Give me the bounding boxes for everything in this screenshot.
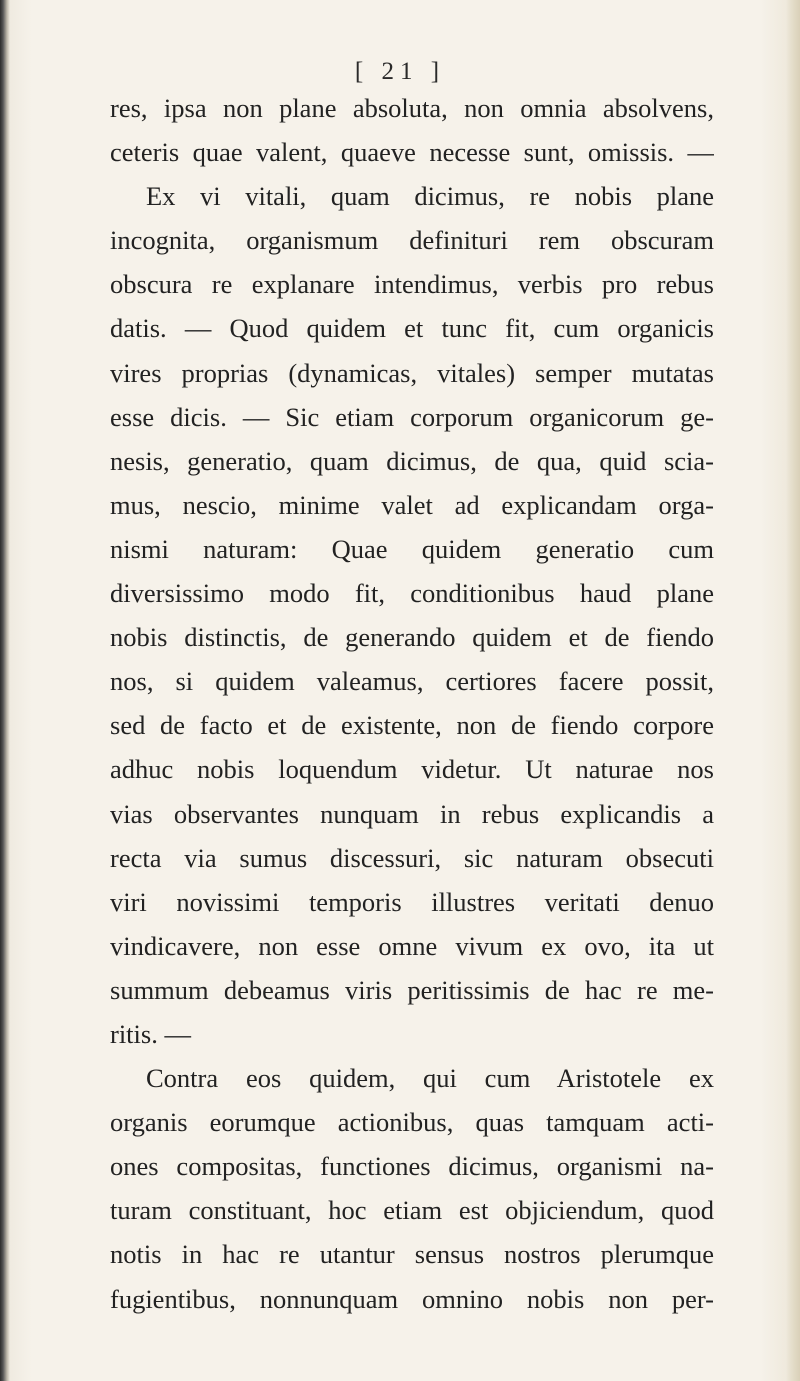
- page-number: [ 21 ]: [354, 58, 446, 85]
- text-line: turam constituant, hoc etiam est objiciendum, quod: [110, 1195, 714, 1226]
- text-line: diversissimo modo fit, conditionibus haud plane: [110, 578, 714, 609]
- text-line: nesis, generatio, quam dicimus, de qua, quid scia-: [110, 445, 714, 476]
- text-line: mus, nescio, minime valet ad explicandam orga-: [110, 489, 714, 520]
- text-line: vires proprias (dynamicas, vitales) semper mutatas: [110, 357, 714, 388]
- text-line: nos, si quidem valeamus, certiores facere possit,: [110, 666, 714, 697]
- page-edge: [786, 0, 800, 1381]
- page-gutter-shadow: [0, 0, 10, 1381]
- body-text: [110, 86, 714, 1321]
- text-line: ones compositas, functiones dicimus, organismi na-: [110, 1151, 714, 1182]
- text-line: Ex vi vitali, quam dicimus, re nobis plane: [146, 181, 714, 212]
- text-line: adhuc nobis loquendum videtur. Ut naturae nos: [110, 754, 714, 785]
- text-line: vias observantes nunquam in rebus explicandis a: [110, 798, 714, 829]
- text-line: fugientibus, nonnunquam omnino nobis non per-: [110, 1283, 714, 1314]
- text-line: vindicavere, non esse omne vivum ex ovo, ita ut: [110, 930, 714, 961]
- text-line: summum debeamus viris peritissimis de hac re me-: [110, 974, 714, 1005]
- text-line: ritis. —: [110, 1018, 191, 1049]
- text-line: datis. — Quod quidem et tunc fit, cum organicis: [110, 313, 714, 344]
- text-line: recta via sumus discessuri, sic naturam obsecuti: [110, 842, 714, 873]
- text-line: ceteris quae valent, quaeve necesse sunt, omissis. —: [110, 137, 714, 168]
- text-line: organis eorumque actionibus, quas tamquam acti-: [110, 1107, 714, 1138]
- text-line: obscura re explanare intendimus, verbis pro rebus: [110, 269, 714, 300]
- text-line: res, ipsa non plane absoluta, non omnia absolvens,: [110, 93, 714, 123]
- text-line: incognita, organismum definituri rem obscuram: [110, 225, 714, 256]
- text-line: sed de facto et de existente, non de fiendo corpore: [110, 710, 714, 741]
- text-line: nobis distinctis, de generando quidem et de fiendo: [110, 622, 714, 653]
- text-line: notis in hac re utantur sensus nostros plerumque: [110, 1239, 714, 1270]
- text-line: viri novissimi temporis illustres veritati denuo: [110, 886, 714, 917]
- text-line: nismi naturam: Quae quidem generatio cum: [110, 533, 714, 564]
- text-line: esse dicis. — Sic etiam corporum organicorum ge-: [110, 401, 714, 432]
- text-line: Contra eos quidem, qui cum Aristotele ex: [146, 1063, 714, 1094]
